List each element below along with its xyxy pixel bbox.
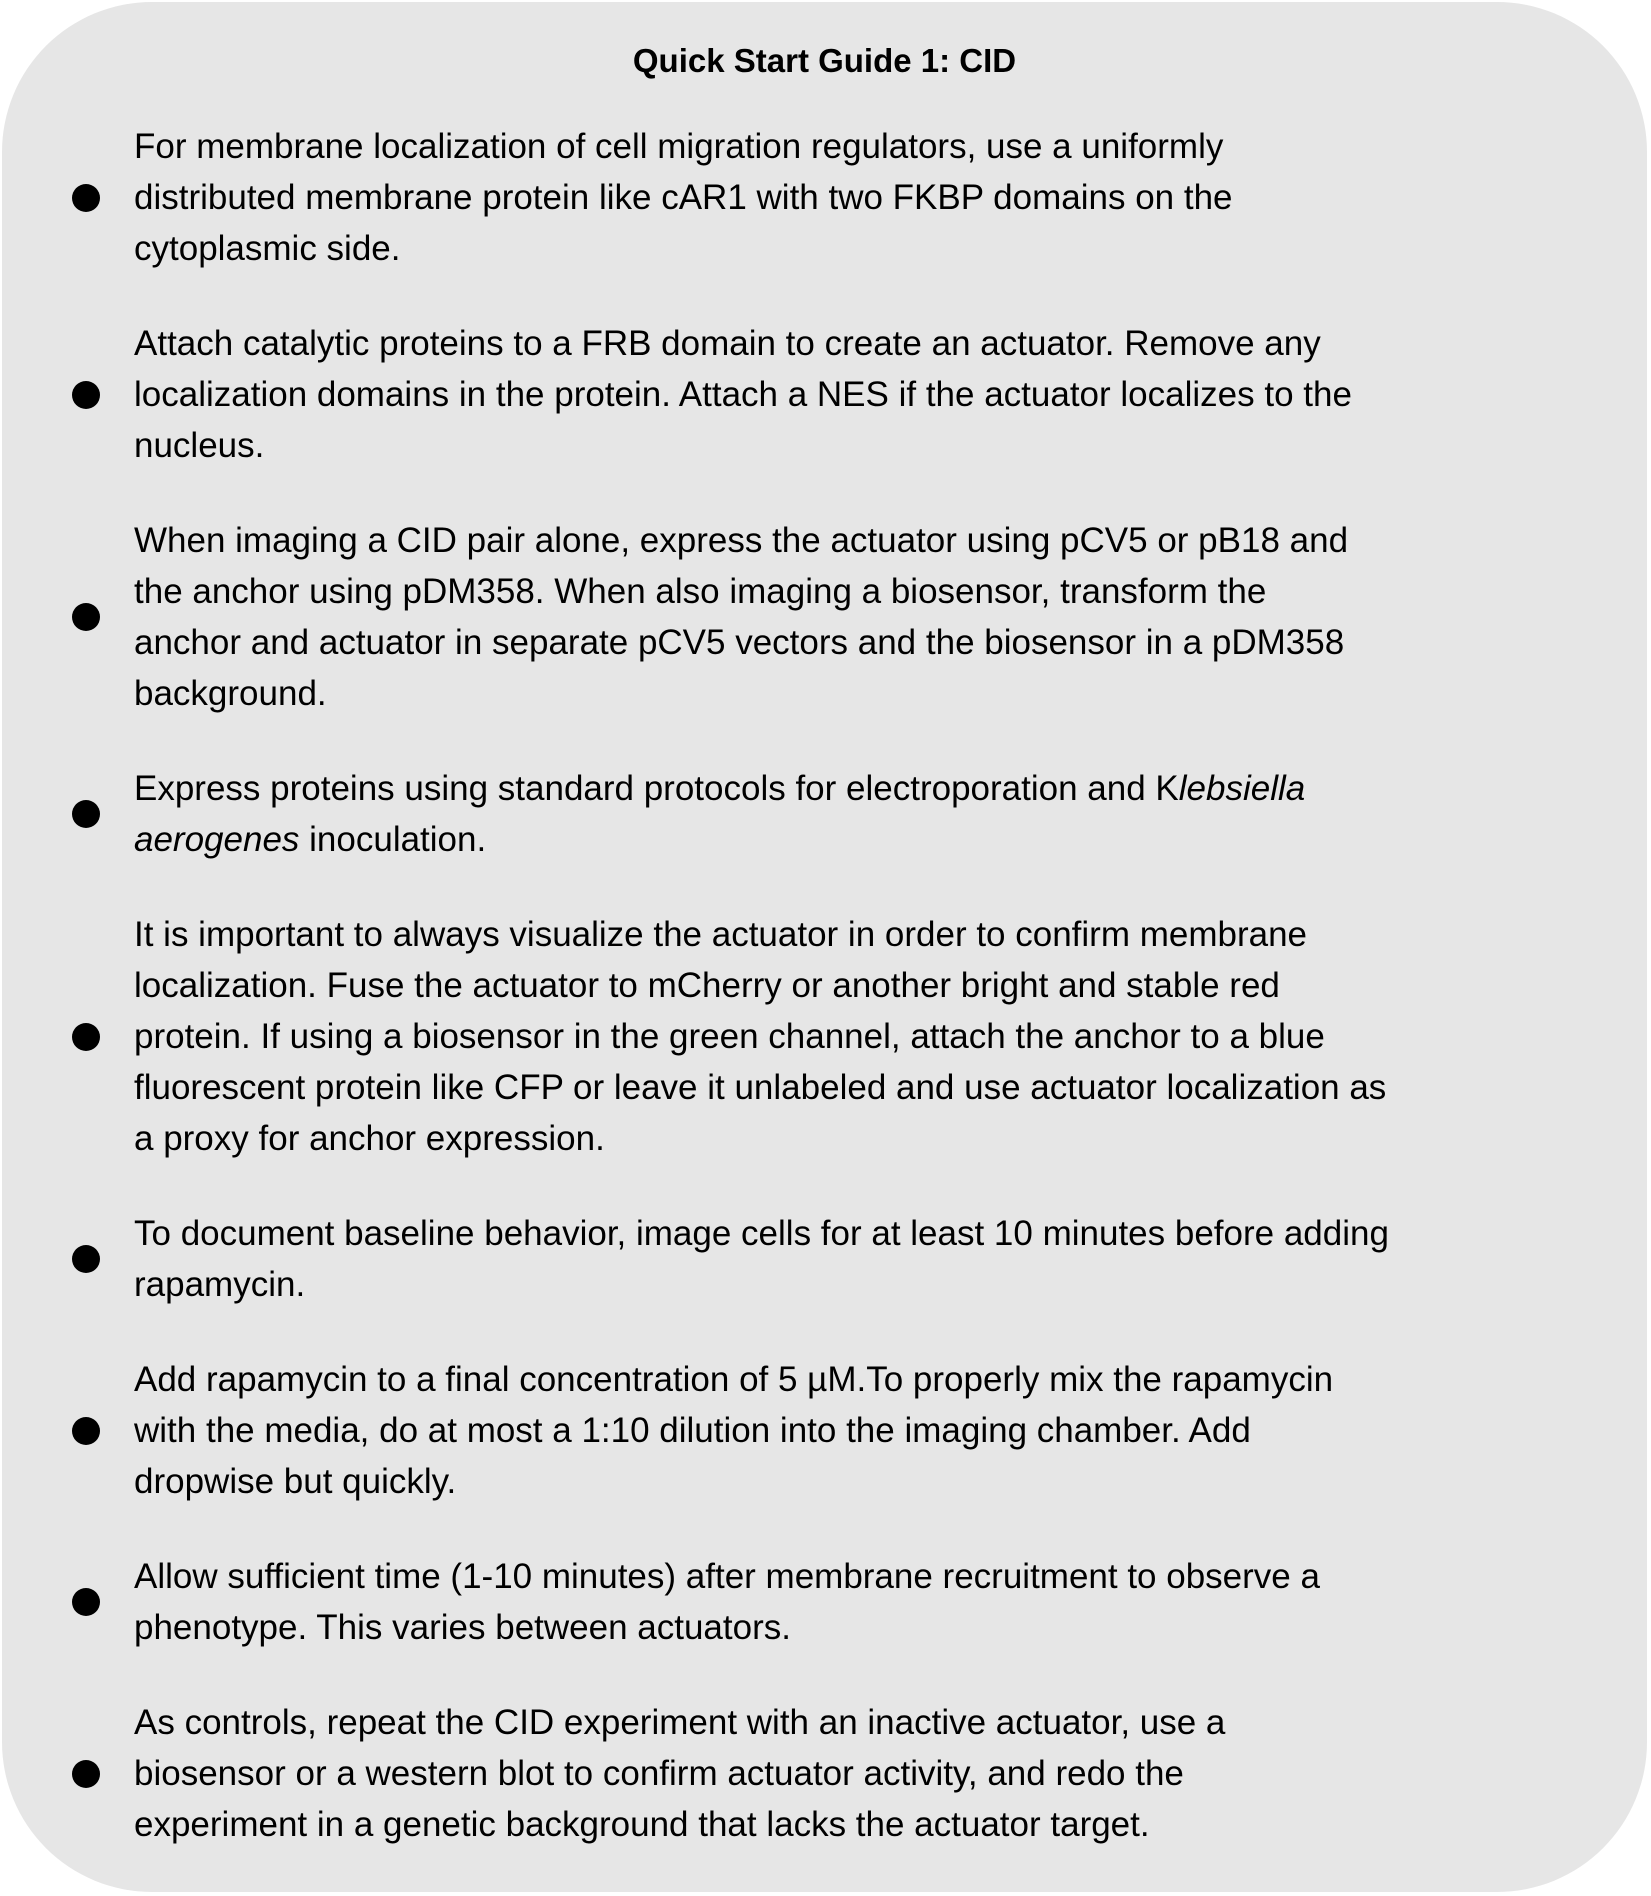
text-line <box>134 420 1352 471</box>
text-line <box>134 1062 1386 1113</box>
text-line <box>134 763 1305 814</box>
text-line <box>134 515 1348 566</box>
list-item <box>2 909 1647 1164</box>
text-line <box>134 1799 1225 1850</box>
text-line <box>134 1456 1333 1507</box>
list-item-text <box>134 1697 1225 1850</box>
list-item <box>2 318 1647 471</box>
bullet-icon <box>72 1023 100 1051</box>
text-line <box>134 121 1233 172</box>
list-item-text <box>134 1551 1320 1653</box>
text-line <box>134 1697 1225 1748</box>
text-segment: distributed membrane protein like cAR1 with two FKBP domains on the <box>134 178 1233 217</box>
list-item <box>2 1697 1647 1850</box>
text-segment: protein. If using a biosensor in the green channel, attach the anchor to a blue <box>134 1017 1325 1056</box>
bullet-icon <box>72 381 100 409</box>
text-line <box>134 909 1386 960</box>
list-item-text <box>134 1354 1333 1507</box>
text-line <box>134 1551 1320 1602</box>
text-line <box>134 1354 1333 1405</box>
text-line <box>134 1208 1389 1259</box>
list-item <box>2 515 1647 719</box>
text-segment: As controls, repeat the CID experiment with an inactive actuator, use a <box>134 1703 1226 1742</box>
list-item-text <box>134 763 1305 865</box>
list-item <box>2 1551 1647 1653</box>
list-item-text <box>134 1208 1389 1310</box>
text-line <box>134 668 1348 719</box>
italic-text: lebsiella <box>1178 769 1306 808</box>
text-segment: It is important to always visualize the actuator in order to confirm membrane <box>134 915 1307 954</box>
text-segment: To document baseline behavior, image cells for at least 10 minutes before adding <box>134 1214 1389 1253</box>
list-item <box>2 763 1647 865</box>
text-segment: localization. Fuse the actuator to mCherry or another bright and stable red <box>134 966 1280 1005</box>
text-segment: a proxy for anchor expression. <box>134 1119 605 1158</box>
text-segment: Allow sufficient time (1-10 minutes) after membrane recruitment to observe a <box>134 1557 1320 1596</box>
text-segment: nucleus. <box>134 426 265 465</box>
text-line <box>134 1748 1225 1799</box>
text-segment: Express proteins using standard protocols for electroporation and K <box>134 769 1179 808</box>
text-line <box>134 223 1233 274</box>
text-segment: fluorescent protein like CFP or leave it unlabeled and use actuator localization as <box>134 1068 1387 1107</box>
bullet-icon <box>72 800 100 828</box>
quick-start-card <box>2 2 1647 1892</box>
list-item-text <box>134 121 1233 274</box>
text-segment: phenotype. This varies between actuators. <box>134 1608 791 1647</box>
text-segment: the anchor using pDM358. When also imaging a biosensor, transform the <box>134 572 1267 611</box>
text-line <box>134 318 1352 369</box>
bullet-icon <box>72 1588 100 1616</box>
italic-text: aerogenes <box>134 820 300 859</box>
text-segment: experiment in a genetic background that lacks the actuator target. <box>134 1805 1150 1844</box>
text-segment: anchor and actuator in separate pCV5 vectors and the biosensor in a pDM358 <box>134 623 1345 662</box>
text-segment: biosensor or a western blot to confirm actuator activity, and redo the <box>134 1754 1184 1793</box>
text-segment: cytoplasmic side. <box>134 229 401 268</box>
text-line <box>134 1113 1386 1164</box>
text-line <box>134 814 1305 865</box>
text-line <box>134 1405 1333 1456</box>
text-line <box>134 172 1233 223</box>
text-segment: dropwise but quickly. <box>134 1462 457 1501</box>
list-item-text <box>134 318 1352 471</box>
bullet-list <box>2 121 1647 1894</box>
text-segment: rapamycin. <box>134 1265 306 1304</box>
guide-title: Quick Start Guide 1: CID <box>632 42 1017 79</box>
text-line <box>134 566 1348 617</box>
list-item <box>2 1208 1647 1310</box>
text-segment: When imaging a CID pair alone, express the actuator using pCV5 or pB18 and <box>134 521 1349 560</box>
list-item-text <box>134 909 1386 1164</box>
list-item-text <box>134 515 1348 719</box>
text-segment: background. <box>134 674 327 713</box>
text-segment: inoculation. <box>299 820 487 859</box>
text-line <box>134 369 1352 420</box>
text-line <box>134 1602 1320 1653</box>
bullet-icon <box>72 1760 100 1788</box>
text-segment: Add rapamycin to a final concentration of 5 µM.To properly mix the rapamycin <box>134 1360 1334 1399</box>
bullet-icon <box>72 1417 100 1445</box>
bullet-icon <box>72 1245 100 1273</box>
list-item <box>2 1354 1647 1507</box>
text-segment: For membrane localization of cell migration regulators, use a uniformly <box>134 127 1224 166</box>
text-line <box>134 617 1348 668</box>
list-item <box>2 121 1647 274</box>
text-segment: Attach catalytic proteins to a FRB domain to create an actuator. Remove any <box>134 324 1321 363</box>
text-line <box>134 1259 1389 1310</box>
text-line <box>134 1011 1386 1062</box>
text-segment: localization domains in the protein. Attach a NES if the actuator localizes to the <box>134 375 1352 414</box>
text-segment: with the media, do at most a 1:10 dilution into the imaging chamber. Add <box>134 1411 1251 1450</box>
text-line <box>134 960 1386 1011</box>
bullet-icon <box>72 603 100 631</box>
bullet-icon <box>72 184 100 212</box>
